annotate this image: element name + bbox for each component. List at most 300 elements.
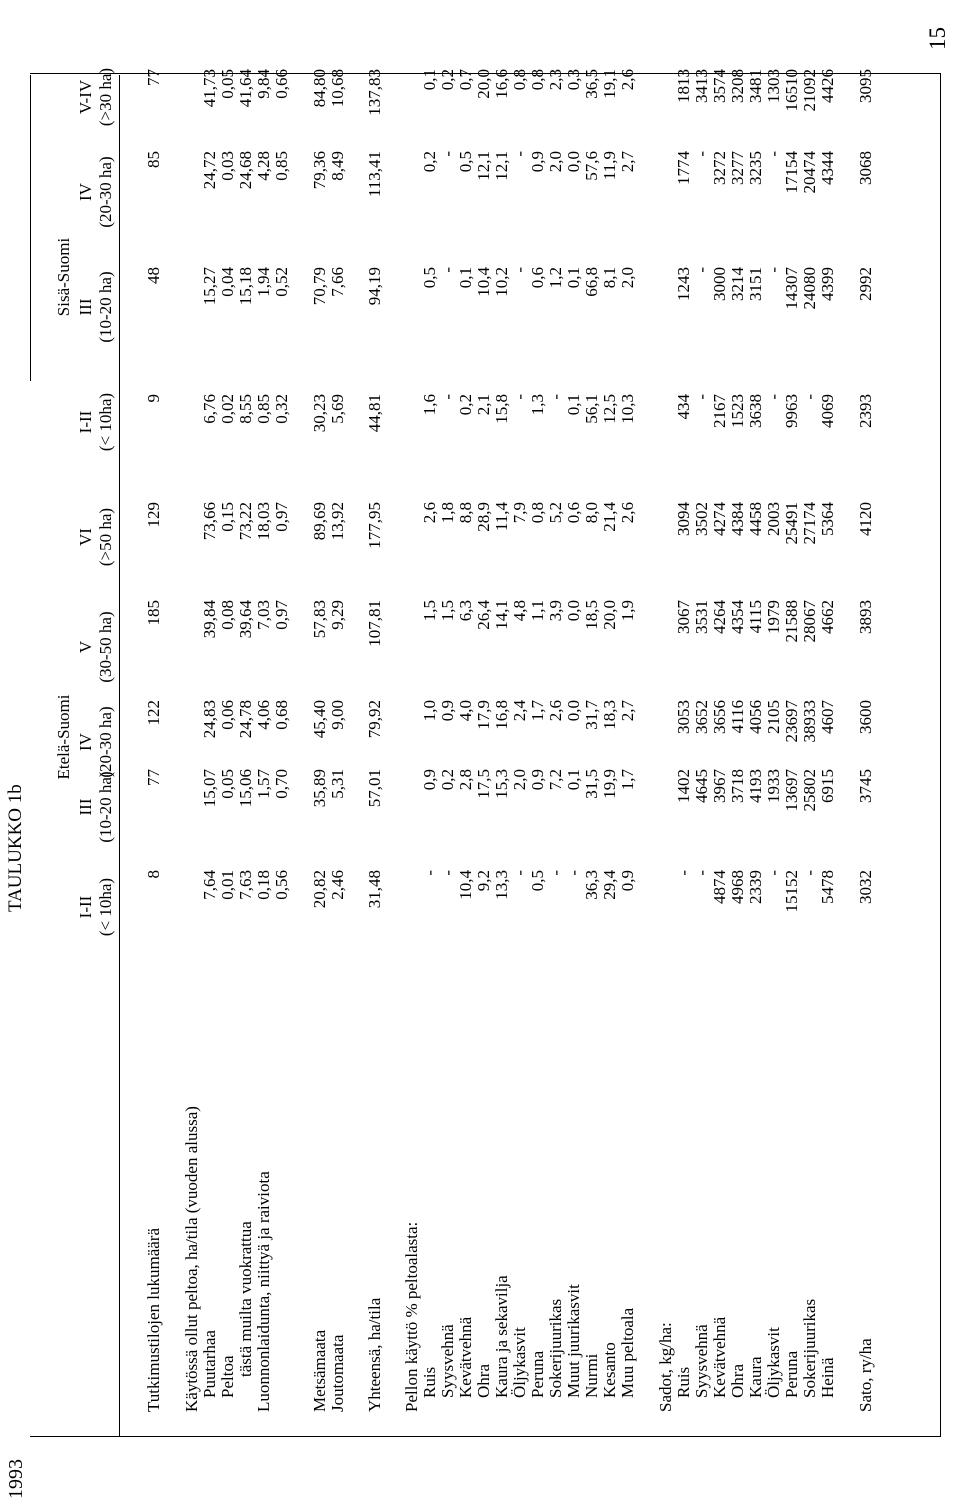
- table-cell: 7,03: [254, 600, 273, 630]
- table-cell: 1933: [764, 769, 783, 803]
- column-size: (20-30 ha): [95, 706, 115, 778]
- table-cell: 41,64: [236, 69, 255, 108]
- row-label: Ohra: [728, 1364, 747, 1398]
- row-label: Peltoa: [218, 1355, 237, 1398]
- table-cell: 4115: [746, 600, 765, 634]
- table-cell: -: [510, 394, 529, 400]
- table-cell: 73,66: [200, 502, 219, 541]
- column-header: [76, 137, 115, 247]
- table-cell: 8,49: [328, 151, 347, 181]
- row-label: Ruis: [674, 1366, 693, 1398]
- table-cell: -: [510, 870, 529, 876]
- table-cell: 0,6: [564, 502, 583, 524]
- table-cell: 24080: [800, 267, 819, 310]
- table-title: TAULUKKO 1b: [5, 784, 26, 912]
- table-cell: 19,1: [600, 69, 619, 99]
- table-cell: 0,9: [528, 151, 547, 173]
- column-size: (< 10ha): [95, 877, 115, 937]
- table-cell: 16510: [782, 69, 801, 112]
- table-cell: 4426: [818, 69, 837, 103]
- table-cell: 15,8: [492, 394, 511, 424]
- row-label: Sokerijuurikas: [800, 1298, 819, 1398]
- table-cell: 15,07: [200, 769, 219, 808]
- table-cell: 18,5: [582, 600, 601, 630]
- table-cell: 13,92: [328, 502, 347, 541]
- table-cell: 0,9: [420, 769, 439, 791]
- table-cell: 0,56: [272, 870, 291, 900]
- table-cell: 2,0: [546, 151, 565, 173]
- table-cell: 15,3: [492, 769, 511, 799]
- row-label: Sokerijuurikas: [546, 1298, 565, 1398]
- row-label: Metsämaata: [310, 1329, 329, 1412]
- table-cell: -: [510, 267, 529, 273]
- table-cell: 73,22: [236, 502, 255, 541]
- table-cell: 3277: [728, 151, 747, 185]
- row-label: Kaura ja sekavilja: [492, 1275, 511, 1398]
- table-cell: 3235: [746, 151, 765, 185]
- column-class: III: [76, 298, 95, 316]
- table-cell: 23697: [782, 700, 801, 743]
- table-cell: 9,00: [328, 700, 347, 730]
- table-cell: 18,03: [254, 502, 273, 541]
- table-cell: -: [438, 151, 457, 157]
- table-cell: 1979: [764, 600, 783, 634]
- table-cell: 1813: [674, 69, 693, 103]
- table-cell: 44,81: [365, 394, 384, 433]
- table-cell: 41,73: [200, 69, 219, 108]
- row-label: Käytössä ollut peltoa, ha/tila (vuoden alussa): [182, 1106, 201, 1412]
- column-header: [76, 592, 115, 702]
- table-cell: 3745: [856, 769, 875, 803]
- table-cell: -: [546, 394, 565, 400]
- table-cell: 2339: [746, 870, 765, 904]
- table-cell: 0,05: [218, 69, 237, 99]
- row-label: Muu peltoala: [618, 1307, 637, 1398]
- column-header: [76, 42, 115, 152]
- table-cell: 16,8: [492, 700, 511, 730]
- table-cell: 0,1: [564, 769, 583, 791]
- table-cell: 17,5: [474, 769, 493, 799]
- table-cell: 7,9: [510, 502, 529, 524]
- table-cell: 79,36: [310, 151, 329, 190]
- table-cell: 39,84: [200, 600, 219, 639]
- table-cell: 21588: [782, 600, 801, 643]
- column-size: (>30 ha): [95, 67, 115, 127]
- table-cell: 15,06: [236, 769, 255, 808]
- table-cell: 85: [144, 151, 163, 168]
- table-cell: 9,84: [254, 69, 273, 99]
- table-cell: 10,68: [328, 69, 347, 108]
- row-label: Kesanto: [600, 1342, 619, 1398]
- row-label: Kevätvehnä: [710, 1316, 729, 1398]
- table-cell: 21092: [800, 69, 819, 112]
- table-cell: 4,0: [456, 700, 475, 722]
- table-cell: 6,76: [200, 394, 219, 424]
- table-cell: 25802: [800, 769, 819, 812]
- table-cell: 113,41: [365, 151, 384, 198]
- table-cell: 5,31: [328, 769, 347, 799]
- table-cell: 1,94: [254, 267, 273, 297]
- table-cell: 4662: [818, 600, 837, 634]
- table-cell: 1,3: [528, 394, 547, 416]
- table-cell: 70,79: [310, 267, 329, 306]
- table-cell: 2,3: [546, 69, 565, 91]
- table-cell: 0,2: [438, 769, 457, 791]
- column-header: [76, 482, 115, 592]
- table-cell: 16,6: [492, 69, 511, 99]
- table-cell: 0,9: [528, 769, 547, 791]
- table-cell: 3600: [856, 700, 875, 734]
- table-cell: 8,0: [582, 502, 601, 524]
- table-cell: 8: [144, 870, 163, 879]
- table-cell: 2,0: [510, 769, 529, 791]
- table-cell: 3,9: [546, 600, 565, 622]
- table-cell: 4399: [818, 267, 837, 301]
- table-cell: 0,18: [254, 870, 273, 900]
- table-cell: 4874: [710, 870, 729, 904]
- table-cell: 0,04: [218, 267, 237, 297]
- group-sisa-suomi: Sisä-Suomi: [54, 237, 73, 317]
- table-cell: 3413: [692, 69, 711, 103]
- table-cell: 0,1: [564, 394, 583, 416]
- table-cell: 19,9: [600, 769, 619, 799]
- table-cell: 3151: [746, 267, 765, 301]
- table-cell: 36,5: [582, 69, 601, 99]
- table-cell: 1243: [674, 267, 693, 301]
- table-cell: 57,83: [310, 600, 329, 639]
- column-header: [76, 852, 115, 962]
- row-label: Sato, ry/ha: [856, 1338, 875, 1412]
- table-cell: 0,03: [218, 151, 237, 181]
- table-cell: 15,27: [200, 267, 219, 306]
- table-cell: 27174: [800, 502, 819, 545]
- column-class: I-II: [76, 410, 95, 434]
- table-cell: 4056: [746, 700, 765, 734]
- table-cell: 0,01: [218, 870, 237, 900]
- table-cell: 21,4: [600, 502, 619, 532]
- table-cell: 3531: [692, 600, 711, 634]
- table-cell: 0,5: [528, 870, 547, 892]
- table-cell: 0,9: [618, 870, 637, 892]
- table-cell: -: [438, 870, 457, 876]
- table-cell: 26,4: [474, 600, 493, 630]
- table-cell: 7,66: [328, 267, 347, 297]
- table-cell: 77: [144, 69, 163, 86]
- table-cell: 0,2: [420, 151, 439, 173]
- table-cell: 0,52: [272, 267, 291, 297]
- table-cell: 9: [144, 394, 163, 403]
- table-cell: -: [692, 870, 711, 876]
- table-cell: 177,95: [365, 502, 384, 549]
- table-cell: 56,1: [582, 394, 601, 424]
- table-cell: 12,5: [600, 394, 619, 424]
- table-cell: 129: [144, 502, 163, 528]
- table-cell: 0,5: [420, 267, 439, 289]
- table-cell: 24,83: [200, 700, 219, 739]
- table-cell: 31,5: [582, 769, 601, 799]
- table-cell: -: [800, 870, 819, 876]
- header-rule: [119, 75, 120, 1437]
- table-cell: 39,64: [236, 600, 255, 639]
- row-label: Kevätvehnä: [456, 1316, 475, 1398]
- column-size: (10-20 ha): [95, 771, 115, 843]
- row-label: tästä muilta vuokrattua: [236, 1221, 255, 1377]
- row-label: Puutarhaa: [200, 1330, 219, 1398]
- table-cell: 15,18: [236, 267, 255, 306]
- table-cell: 3481: [746, 69, 765, 103]
- table-cell: 0,8: [528, 69, 547, 91]
- table-cell: 0,8: [528, 502, 547, 524]
- table-cell: 38933: [800, 700, 819, 743]
- table-cell: 9,29: [328, 600, 347, 630]
- table-cell: 14307: [782, 267, 801, 310]
- group-etela-suomi: Etelä-Suomi: [54, 694, 73, 780]
- table-cell: 0,1: [564, 267, 583, 289]
- table-cell: 31,7: [582, 700, 601, 730]
- table-cell: 0,3: [564, 69, 583, 91]
- table-cell: 2,6: [546, 700, 565, 722]
- row-label: Syysvehnä: [438, 1324, 457, 1398]
- table-cell: 1,1: [528, 600, 547, 622]
- table-cell: 1,8: [438, 502, 457, 524]
- table-cell: 1,6: [420, 394, 439, 416]
- table-cell: 0,66: [272, 69, 291, 99]
- table-cell: 2,7: [618, 151, 637, 173]
- table-cell: 3893: [856, 600, 875, 634]
- table-cell: 3967: [710, 769, 729, 803]
- table-cell: 3208: [728, 69, 747, 103]
- table-cell: 4274: [710, 502, 729, 536]
- table-cell: 3032: [856, 870, 875, 904]
- table-cell: 0,0: [564, 151, 583, 173]
- table-cell: 107,81: [365, 600, 384, 647]
- table-cell: 4458: [746, 502, 765, 536]
- table-cell: 2,7: [618, 700, 637, 722]
- table-cell: -: [546, 870, 565, 876]
- table-cell: -: [438, 394, 457, 400]
- table-cell: 2,8: [456, 769, 475, 791]
- table-cell: -: [510, 151, 529, 157]
- table-cell: 0,2: [438, 69, 457, 91]
- row-label: Muut juurikasvit: [564, 1284, 583, 1398]
- table-cell: 5,69: [328, 394, 347, 424]
- table-cell: 0,0: [564, 600, 583, 622]
- row-label: Luonnonlaidunta, niittyä ja raiviota: [254, 1171, 273, 1412]
- table-cell: 36,3: [582, 870, 601, 900]
- table-cell: 57,01: [365, 769, 384, 808]
- row-label: Ohra: [474, 1364, 493, 1398]
- column-class: I-II: [76, 895, 95, 919]
- table-cell: 12,1: [474, 151, 493, 181]
- table-cell: 4069: [818, 394, 837, 428]
- table-cell: 1,2: [546, 267, 565, 289]
- table-cell: 94,19: [365, 267, 384, 306]
- table-cell: 2,4: [510, 700, 529, 722]
- row-label: Peruna: [528, 1350, 547, 1398]
- table-cell: 3094: [674, 502, 693, 536]
- table-cell: 31,48: [365, 870, 384, 909]
- table-cell: 0,85: [254, 394, 273, 424]
- column-header: [76, 687, 115, 797]
- table-cell: 2167: [710, 394, 729, 428]
- table-cell: 122: [144, 700, 163, 726]
- table-cell: 3656: [710, 700, 729, 734]
- table-cell: 30,23: [310, 394, 329, 433]
- column-size: (< 10ha): [95, 392, 115, 452]
- table-cell: 25491: [782, 502, 801, 545]
- table-cell: 14,1: [492, 600, 511, 630]
- table-cell: 7,2: [546, 769, 565, 791]
- table-cell: 8,8: [456, 502, 475, 524]
- table-cell: 3095: [856, 69, 875, 103]
- table-cell: 48: [144, 267, 163, 284]
- table-cell: 0,6: [528, 267, 547, 289]
- row-label: Tutkimustilojen lukumäärä: [144, 1227, 163, 1412]
- table-cell: 1774: [674, 151, 693, 185]
- table-cell: 10,4: [474, 267, 493, 297]
- table-cell: 3000: [710, 267, 729, 301]
- table-cell: 28067: [800, 600, 819, 643]
- table-cell: -: [692, 394, 711, 400]
- table-cell: 0,15: [218, 502, 237, 532]
- table-cell: 20,0: [600, 600, 619, 630]
- table-cell: 12,1: [492, 151, 511, 181]
- table-cell: -: [764, 267, 783, 273]
- row-label: Öljykasvit: [510, 1327, 529, 1398]
- table-cell: 45,40: [310, 700, 329, 739]
- table-cell: 8,55: [236, 394, 255, 424]
- table-cell: 0,5: [456, 151, 475, 173]
- table-cell: 0,0: [564, 700, 583, 722]
- table-cell: 1,9: [618, 600, 637, 622]
- table-cell: 2,6: [618, 502, 637, 524]
- table-cell: 20,82: [310, 870, 329, 909]
- year-label: 1993: [5, 1459, 27, 1499]
- table-cell: 66,8: [582, 267, 601, 297]
- table-cell: 13697: [782, 769, 801, 812]
- table-cell: 1,5: [438, 600, 457, 622]
- table-cell: 2992: [856, 267, 875, 301]
- table-cell: 4,28: [254, 151, 273, 181]
- table-cell: 57,6: [582, 151, 601, 181]
- table-cell: 2003: [764, 502, 783, 536]
- table-cell: 137,83: [365, 69, 384, 116]
- table-cell: 2,6: [420, 502, 439, 524]
- table-cell: 18,3: [600, 700, 619, 730]
- table-cell: 185: [144, 600, 163, 626]
- table-cell: 10,2: [492, 267, 511, 297]
- table-cell: 2,6: [618, 69, 637, 91]
- table-cell: 8,1: [600, 267, 619, 289]
- row-label: Ruis: [420, 1366, 439, 1398]
- table-cell: 3638: [746, 394, 765, 428]
- table-cell: 6,3: [456, 600, 475, 622]
- table-cell: 5364: [818, 502, 837, 536]
- table-cell: 0,08: [218, 600, 237, 630]
- table-cell: 1,7: [618, 769, 637, 791]
- table-cell: 10,3: [618, 394, 637, 424]
- table-cell: 0,32: [272, 394, 291, 424]
- column-header: [76, 252, 115, 362]
- table-cell: 1,57: [254, 769, 273, 799]
- table-cell: 20,0: [474, 69, 493, 99]
- table-cell: -: [692, 151, 711, 157]
- table-cell: 3053: [674, 700, 693, 734]
- table-cell: 0,1: [456, 267, 475, 289]
- table-cell: 4116: [728, 700, 747, 734]
- table-cell: 3502: [692, 502, 711, 536]
- table-cell: -: [764, 151, 783, 157]
- column-class: IV: [76, 183, 95, 201]
- table-cell: 1303: [764, 69, 783, 103]
- table-cell: 4120: [856, 502, 875, 536]
- table-cell: 79,92: [365, 700, 384, 739]
- table-cell: 4645: [692, 769, 711, 803]
- table-cell: 9963: [782, 394, 801, 428]
- table-cell: 89,69: [310, 502, 329, 541]
- table-cell: 11,4: [492, 502, 511, 532]
- page-number: 15: [925, 27, 950, 50]
- table-cell: 3272: [710, 151, 729, 185]
- table-cell: 0,68: [272, 700, 291, 730]
- row-label: Syysvehnä: [692, 1324, 711, 1398]
- table-cell: 0,85: [272, 151, 291, 181]
- table-cell: 3068: [856, 151, 875, 185]
- table-cell: 4264: [710, 600, 729, 634]
- table-cell: 0,8: [510, 69, 529, 91]
- table-cell: 11,9: [600, 151, 619, 181]
- table-cell: -: [564, 870, 583, 876]
- table-cell: 0,9: [438, 700, 457, 722]
- table-cell: 1,0: [420, 700, 439, 722]
- table-cell: 0,97: [272, 600, 291, 630]
- table-cell: 2393: [856, 394, 875, 428]
- column-size: (10-20 ha): [95, 271, 115, 343]
- table-cell: 5478: [818, 870, 837, 904]
- table-cell: 3214: [728, 267, 747, 301]
- column-class: VI: [76, 528, 95, 546]
- table-cell: 0,2: [456, 394, 475, 416]
- table-cell: 2,0: [618, 267, 637, 289]
- row-label: Kaura: [746, 1356, 765, 1398]
- table-cell: 13,3: [492, 870, 511, 900]
- table-cell: 35,89: [310, 769, 329, 808]
- table-cell: 4344: [818, 151, 837, 185]
- table-cell: 4193: [746, 769, 765, 803]
- table-cell: 24,78: [236, 700, 255, 739]
- row-label: Sadot, kg/ha:: [656, 1322, 675, 1412]
- table-cell: 0,06: [218, 700, 237, 730]
- table-cell: 0,1: [420, 69, 439, 91]
- row-label: Pellon käyttö % peltoalasta:: [402, 1221, 421, 1412]
- column-header: [76, 367, 115, 477]
- table-cell: -: [692, 267, 711, 273]
- table-cell: 4384: [728, 502, 747, 536]
- column-size: (30-50 ha): [95, 611, 115, 683]
- table-cell: 7,63: [236, 870, 255, 900]
- table-cell: 1402: [674, 769, 693, 803]
- table-cell: 0,05: [218, 769, 237, 799]
- table-cell: 4,06: [254, 700, 273, 730]
- column-class: V-IV: [76, 79, 95, 115]
- table-cell: 5,2: [546, 502, 565, 524]
- table-cell: 9,2: [474, 870, 493, 892]
- column-class: V: [76, 640, 95, 654]
- table-cell: -: [800, 394, 819, 400]
- row-label: Joutomaata: [328, 1334, 347, 1412]
- column-size: (>50 ha): [95, 507, 115, 567]
- table-cell: 3574: [710, 69, 729, 103]
